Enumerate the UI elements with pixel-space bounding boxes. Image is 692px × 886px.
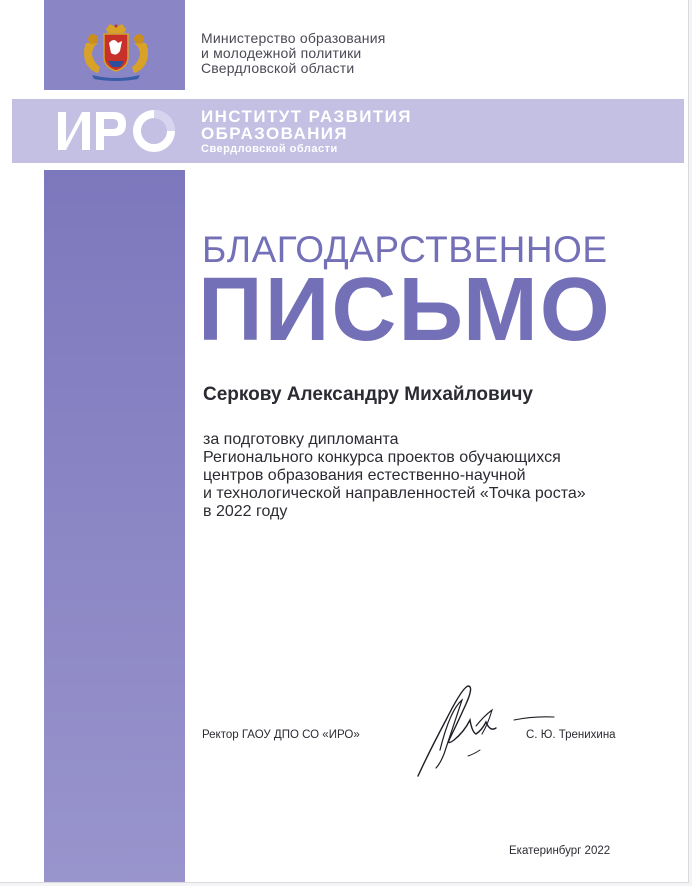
reason-line: Регионального конкурса проектов обучающихся: [203, 449, 561, 466]
institute-name-line2: ОБРАЗОВАНИЯ: [201, 124, 349, 143]
reason-line: центров образования естественно-научной: [203, 467, 526, 484]
signatory-name: С. Ю. Тренихина: [526, 729, 616, 741]
place-and-year: Екатеринбург 2022: [509, 845, 611, 857]
title-line2: ПИСЬМО: [198, 260, 612, 360]
ministry-line: Свердловской области: [201, 60, 355, 76]
reason-text: [203, 431, 673, 521]
reason-line: и технологической направленностей «Точка роста»: [203, 485, 586, 502]
ministry-line: Министерство образования: [201, 30, 386, 46]
recipient-name: Серкову Александру Михайловичу: [203, 384, 533, 405]
institute-name-line1: ИНСТИТУТ РАЗВИТИЯ: [201, 107, 412, 126]
side-stripe: [44, 170, 185, 882]
institute-region: Свердловской области: [201, 143, 338, 155]
signatory-role: Ректор ГАОУ ДПО СО «ИРО»: [202, 729, 360, 741]
title-line1: БЛАГОДАРСТВЕННОЕ: [202, 229, 608, 270]
institute-name: [201, 108, 412, 156]
ministry-line: и молодежной политики: [201, 45, 362, 61]
iro-logo: [56, 106, 180, 156]
ministry-name: [201, 31, 461, 76]
reason-line: за подготовку дипломанта: [203, 431, 399, 448]
reason-line: в 2022 году: [203, 503, 288, 520]
coat-of-arms-icon: [78, 23, 154, 81]
